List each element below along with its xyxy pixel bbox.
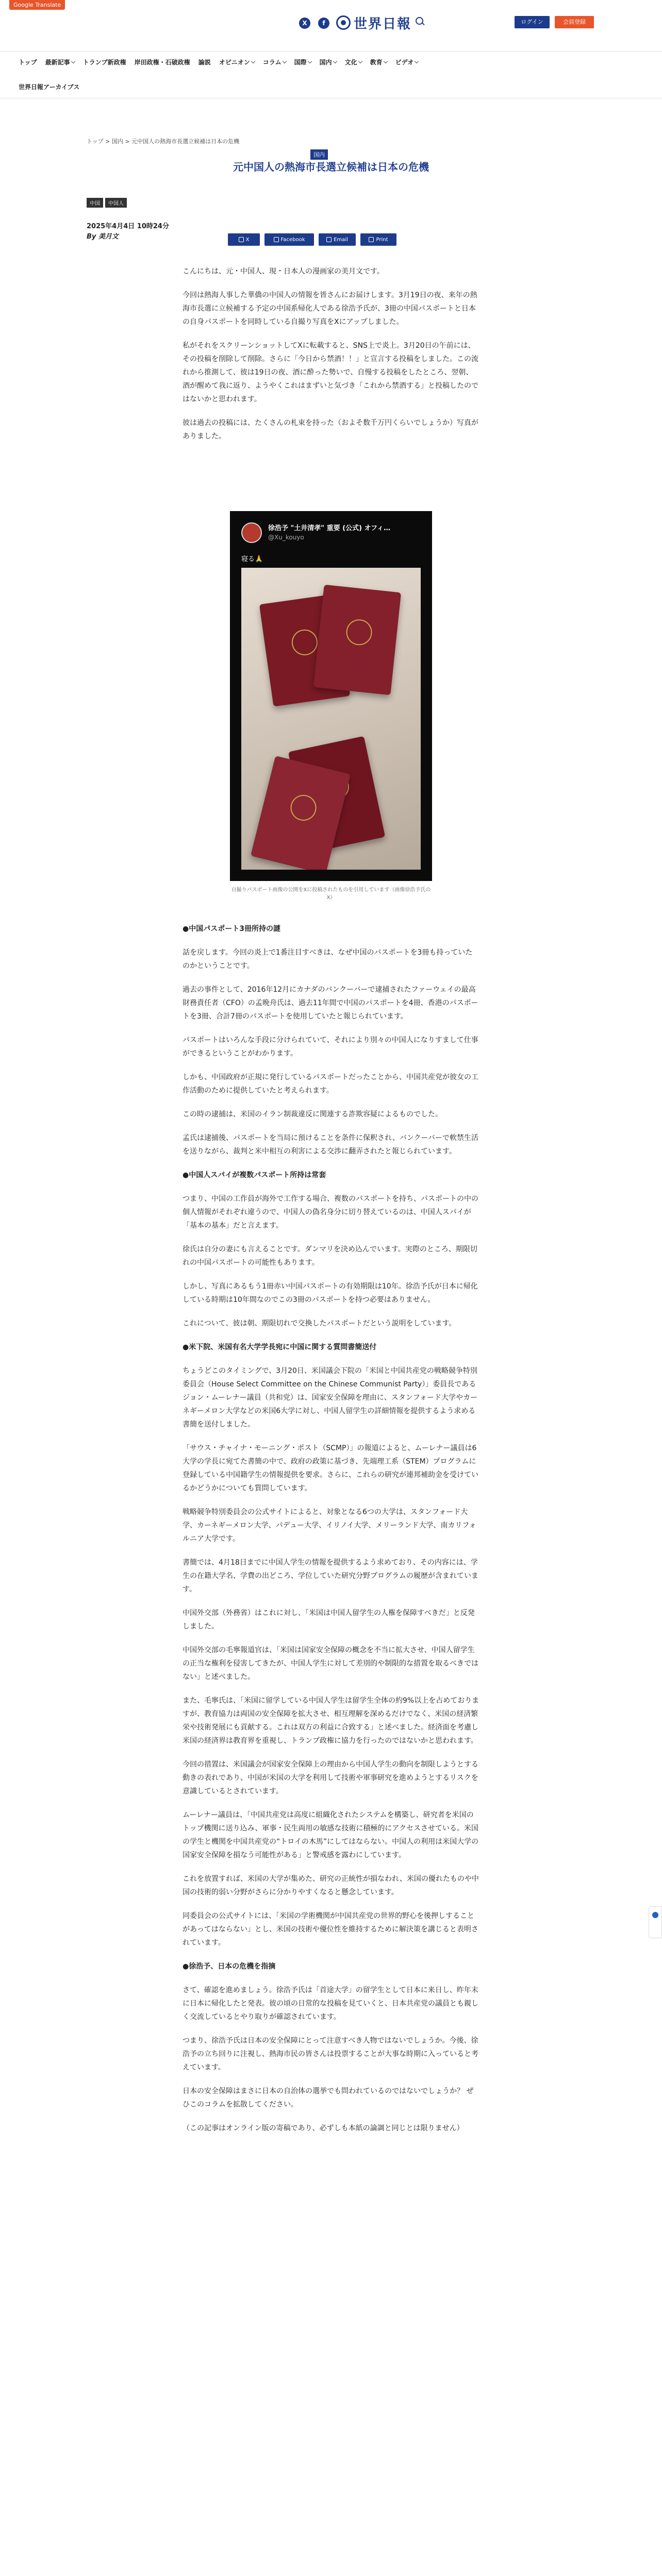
nav-item-international[interactable] — [294, 58, 320, 66]
article-paragraph: 書簡では、4月18日までに中国人学生の情報を提供するよう求めており、その内容には、学生の在籍大学名、学費の出どころ、学位していた研究分野プログラムの履歴が含まれています。 — [183, 1558, 478, 1594]
post-author-name: 徐浩予 "土井清孝" 重要 (公式) オフィ… — [268, 524, 391, 532]
nav-item-government[interactable] — [135, 58, 198, 66]
article-body-intro — [183, 265, 479, 453]
facebook-icon[interactable]: f — [318, 18, 329, 29]
post-author-handle: @Xu_kouyo — [268, 534, 304, 541]
passport-photo — [241, 568, 421, 870]
nav-label: 最新記事 — [45, 59, 70, 66]
post-text: 寝る🙏 — [241, 555, 263, 563]
nav-label: 文化 — [344, 59, 357, 66]
article-paragraph: これについて、彼は朝、期限切れで交換したパスポートだという説明をしています。 — [183, 1319, 456, 1328]
article-paragraph: つまり、中国の工作員が海外で工作する場合、複数のパスポートを持ち、パスポートの中の個人情報がそれぞれ違うので、中国人の偽名身分に切り替えているのは、中国人スパイが「基本の基本」だと言えます。 — [183, 1195, 478, 1230]
chevron-down-icon — [307, 59, 311, 63]
tag-chinese[interactable]: 中国人 — [105, 198, 127, 208]
page-title: 元中国人の熱海市長選立候補は日本の危機 — [233, 161, 429, 173]
nav-label: トランプ新政権 — [82, 59, 126, 66]
nav-label: コラム — [262, 59, 282, 66]
article-paragraph: つまり、徐浩予氏は日本の安全保障にとって注意すべき人物ではないでしょうか。今後、徐浩予の立ち回りに注視し、熱海市民の皆さんは投票することが大事な時期に入っていると考えています。 — [183, 2037, 478, 2072]
article-paragraph: 今回の措置は、米国議会が国家安全保障上の理由から中国人学生の動向を制限しようとする動きの表れであり、中国が米国の大学を利用して技術や軍事研究を進めようとするリスクを意識しているとされています。 — [183, 1760, 478, 1795]
nav-item-column[interactable] — [263, 58, 294, 66]
passport-image — [313, 585, 401, 696]
article-paragraph: ちょうどこのタイミングで、3月20日、米国議会下院の「米国と中国共産党の戦略競争特別委員会（House Select Committee on the Chinese Communist Party）」委員長であるジョン・ムーレナー議員（共和党）は、国家安全保障を理由に、スタンフォード大学やカーネギーメロン大学などの米国6大学に対し、中国人留学生の詳細情報を提供するよう求める書簡を送付しました。 — [183, 1367, 478, 1429]
logo-mark-icon — [336, 15, 351, 30]
chevron-down-icon — [282, 59, 286, 63]
article-paragraph: 中国外交部（外務省）はこれに対し、「米国は中国人留学生の人権を保障すべきだ」と反発しました。 — [183, 1609, 475, 1631]
nav-item-video[interactable] — [395, 58, 427, 66]
register-button[interactable]: 会員登録 — [555, 16, 594, 28]
chevron-down-icon — [251, 59, 255, 63]
nav-item-top[interactable] — [19, 58, 45, 66]
article-paragraph: 戦略競争特別委員会の公式サイトによると、対象となる6つの大学は、スタンフォード大学、カーネギーメロン大学、パデュー大学、イリノイ大学、メリーランド大学、南カリフォルニア大学です。 — [183, 1508, 476, 1543]
x-icon — [239, 237, 244, 242]
chevron-down-icon — [71, 59, 75, 63]
article-paragraph: 「サウス・チャイナ・モーニング・ポスト（SCMP）」の報道によると、ムーレナー議員は6大学の学長に宛てた書簡の中で、政府の政策に基づき、先端理工系（STEM）プログラムに登録している中国籍学生の情報提供を要求。さらに、これらの研究が連邦補助金を受けているかどうかについても質問しています。 — [183, 1444, 478, 1493]
nav-label: 教育 — [370, 59, 383, 66]
nav-label: 岸田政権・石破政権 — [134, 59, 190, 66]
nav-archive-link[interactable]: 世界日報アーカイブス — [19, 83, 80, 91]
article-paragraph: こんにちは、元・中国人、現・日本人の漫画家の美月文です。 — [183, 267, 384, 276]
logo-text: 世界日報 — [354, 16, 412, 32]
nav-item-trump[interactable] — [83, 58, 135, 66]
tag-china[interactable]: 中国 — [87, 198, 103, 208]
article-paragraph: （この記事はオンライン版の寄稿であり、必ずしも本紙の論調と同じとは限りません） — [183, 2124, 464, 2132]
floating-widget[interactable] — [649, 1906, 662, 1938]
share-x-button[interactable] — [228, 233, 260, 246]
publish-date: 2025年4月4日 10時24分 — [87, 223, 169, 230]
search-icon[interactable] — [416, 17, 425, 26]
nav-item-domestic[interactable] — [320, 58, 345, 66]
share-email-button[interactable] — [319, 233, 356, 246]
print-icon — [369, 237, 374, 242]
nav-label: 論説 — [198, 59, 211, 66]
x-icon[interactable]: X — [299, 18, 310, 29]
site-logo[interactable] — [336, 13, 411, 32]
article-paragraph: 今回は熱海人事した華僑の中国人の情報を皆さんにお届けします。3月19日の夜、来年の熱海市長選に立候補する予定の中国系帰化人である徐浩予氏が、3冊の中国パスポートと日本の自身パスポートを同時している自撮り写真をXにアップしました。 — [183, 291, 477, 326]
figure-caption: 自撮りパスポート画像の公開をXに投稿されたものを引用しています（画像徐浩予氏のX） — [231, 887, 431, 901]
facebook-icon — [274, 237, 279, 242]
share-label: Facebook — [280, 236, 305, 243]
nav-item-editorial[interactable] — [198, 58, 219, 66]
nav-label: 国際 — [294, 59, 307, 66]
article-paragraph: 話を戻します。今回の炎上で1番注目すべきは、なぜ中国のパスポートを3冊も持っていたのかということです。 — [183, 948, 473, 970]
embedded-post-image — [230, 511, 432, 881]
nav-item-opinion[interactable] — [219, 58, 263, 66]
section-heading: ●徐浩予、日本の危機を指摘 — [183, 1962, 276, 1971]
article-paragraph: また、毛寧氏は、「米国に留学している中国人学生は留学生全体の約9%以上を占めておりますが、教育協力は両国の安全保障を拡大させ、相互理解を深めるだけでなく、米国の経済繁栄や技術発展にも貢献する。これは双方の利益に合致する」と述べました。経済面を考慮し米国の経済界は教育界を重視し、トランプ政権に協力を行ったのではないかと思われます。 — [183, 1697, 479, 1745]
article-paragraph: しかも、中国政府が正規に発行しているパスポートだったことから、中国共産党が彼女の工作活動のために提供していたと考えられます。 — [183, 1073, 478, 1095]
breadcrumb[interactable]: トップ > 国内 > 元中国人の熱海市長選立候補は日本の危機 — [87, 138, 240, 145]
article-paragraph: 彼は過去の投稿には、たくさんの札束を持った（およそ数千万円くらいでしょうか）写真がありました。 — [183, 419, 478, 440]
nav-label: オピニオン — [219, 59, 250, 66]
article-paragraph: さて、確認を進めましょう。徐浩予氏は「首途大学」の留学生として日本に来日し、昨年末に日本に帰化したと発表。彼の頃の日常的な投稿を見ていくと、日本共産党の議員とも親しく交流しているとやり取りが確認されています。 — [183, 1986, 478, 2021]
site-header — [0, 0, 662, 52]
nav-label: トップ — [19, 59, 37, 66]
login-button[interactable]: ログイン — [515, 16, 550, 28]
article-paragraph: 過去の事件として、2016年12月にカナダのバンクーバーで逮捕されたファーウェイの最高財務責任者（CFO）の孟晩舟氏は、過去11年間で中国のパスポートを4冊、香港のパスポートを3冊、合計7冊のパスポートを使用していたと報じられています。 — [183, 986, 478, 1021]
nav-item-education[interactable] — [370, 58, 395, 66]
chevron-down-icon — [333, 59, 337, 63]
email-icon — [326, 237, 332, 242]
author-name[interactable]: By 美月文 — [87, 233, 119, 241]
nav-label: ビデオ — [395, 59, 414, 66]
article-paragraph: 孟氏は逮捕後、パスポートを当局に預けることを条件に保釈され、バンクーバーで軟禁生活を送りながら、裁判と米中相互の利害による交渉に翻弄されたと報じられています。 — [183, 1134, 478, 1156]
nav-label: 国内 — [319, 59, 332, 66]
print-button[interactable] — [360, 233, 396, 246]
article-paragraph: 徐氏は自分の妻にも言えることです。ダンマリを決め込んでいます。実際のところ、期限切れの中国パスポートの可能性もあります。 — [183, 1245, 477, 1267]
article-paragraph: この時の逮捕は、米国のイラン制裁違反に関連する詐欺容疑によるものでした。 — [183, 1110, 442, 1118]
section-heading: ●米下院、米国有名大学学長宛に中国に関する質問書簡送付 — [183, 1343, 377, 1351]
article-paragraph: パスポートはいろんな手段に分けられていて、それにより別々の中国人になりすまして仕事ができるということがわかります。 — [183, 1036, 478, 1058]
share-label: Print — [376, 236, 388, 243]
category-badge[interactable]: 国内 — [310, 149, 328, 160]
article-paragraph: これを放置すれば、米国の大学が集めた、研究の正統性が損なわれ、米国の優れたものや中国の技術的弱い分野がさらに分かりやすくなると懸念しています。 — [183, 1875, 479, 1896]
main-nav — [19, 58, 643, 66]
tag-list — [87, 198, 127, 208]
article-paragraph: ムーレナー議員は、「中国共産党は高度に組織化されたシステムを構築し、研究者を米国のトップ機関に送り込み、軍事・民生両用の敏感な技術に積極的にアクセスさせている。米国の学生と機関を中国共産党の“トロイの木馬”にしてはならない。中国人の利用は米国大学の国家安全保障を損なう可能性がある」と警戒感を露わにしています。 — [183, 1811, 479, 1859]
nav-item-latest[interactable] — [45, 58, 83, 66]
article-paragraph: 私がそれをスクリーンショットしてXに転載すると、SNS上で炎上。3月20日の午前には、その投稿を削除して削除。さらに「今日から禁酒！！」と宣言する投稿をしました。この流れから推測して、彼は19日の夜、酒に酔った勢いで、自慢する投稿をしたところ、翌朝、酒が醒めて我に返り、ようやくこれはまずいと気づき「これから禁酒する」と投稿したのではないかと思われます。 — [183, 342, 478, 403]
article-paragraph: 同委員会の公式サイトには、「米国の学術機関が中国共産党の世界的野心を後押しすることがあってはならない」とし、米国の技術や優位性を維持するために解決策を講じると表明されています。 — [183, 1912, 478, 1947]
article-paragraph: 中国外交部の毛寧報道官は、「米国は国家安全保障の概念を不当に拡大させ、中国人留学生の正当な権利を侵害してきたが、中国人学生に対して差別的や制限的な措置を取るべきではない」と述べました。 — [183, 1646, 478, 1681]
share-label: Email — [334, 236, 348, 243]
section-heading: ●中国パスポート3冊所持の謎 — [183, 925, 280, 933]
share-facebook-button[interactable] — [264, 233, 314, 246]
passport-image — [251, 756, 351, 870]
chevron-down-icon — [415, 59, 419, 63]
section-heading: ●中国人スパイが複数パスポート所持は常套 — [183, 1171, 326, 1179]
article-paragraph: しかし、写真にあるもう1冊赤い中国パスポートの有効期限は10年。徐浩予氏が日本に帰化している時期は10年間なのでこの3冊のパスポートを持つ必要はありません。 — [183, 1282, 478, 1304]
article-paragraph: 日本の安全保障はまさに日本の自治体の選挙でも問われているのではないでしょうか？ ぜひこのコラムを拡散してください。 — [183, 2087, 474, 2109]
translate-tag[interactable]: Google Translate — [9, 0, 65, 10]
share-label: X — [245, 236, 250, 243]
chevron-down-icon — [383, 59, 387, 63]
nav-item-culture[interactable] — [345, 58, 370, 66]
article-body-main — [183, 922, 479, 2145]
chevron-down-icon — [358, 59, 362, 63]
avatar — [241, 522, 262, 543]
